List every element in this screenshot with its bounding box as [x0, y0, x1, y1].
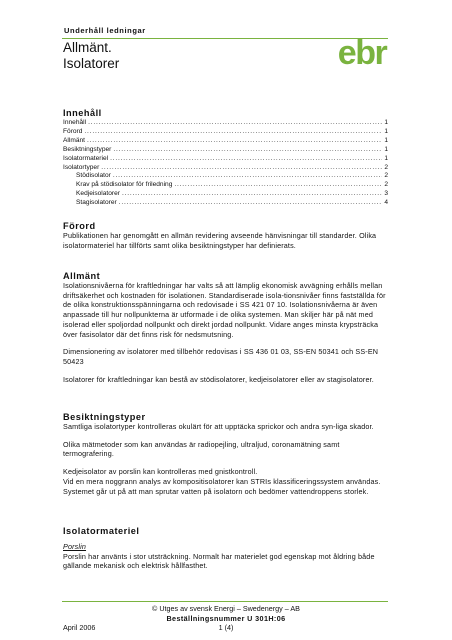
- toc-entry-page: 4: [384, 199, 388, 207]
- materiel-text: Porslin har använts i stor utsträckning. Normalt har materielet god egenskap mot åldring både gällande mekanisk och elektrisk hållfasthet.: [63, 551, 375, 571]
- toc-leader-dots: [174, 181, 382, 190]
- allmant-paragraph-2: Dimensionering av isolatorer med tillbehör redovisas i SS 436 01 03, SS-EN 50341 och SS-EN 50423: [63, 347, 379, 366]
- footer-page-number: 1 (4): [218, 623, 234, 632]
- toc-entry-page: 1: [384, 145, 388, 153]
- materiel-subheading: Porslin: [63, 542, 87, 551]
- toc-entry[interactable]: [63, 155, 388, 164]
- forord-heading: Förord: [63, 221, 96, 231]
- toc-entry-label: Stagisolatorer: [76, 199, 117, 207]
- toc-leader-dots: [110, 155, 382, 164]
- toc-entry-page: 1: [384, 119, 388, 126]
- section-besiktningstyper: [63, 412, 388, 496]
- besiktning-paragraph-4: Vid en mera noggrann analys av kompositisolatorer kan STRIs klassificeringssystem användas. Systemet går ut på att man sprutar vatten på isolatorn och bedömer vattendroppens storlek.: [63, 476, 381, 496]
- toc-entry-label: Innehåll: [63, 119, 87, 126]
- toc-entry[interactable]: [63, 172, 388, 181]
- toc-entry-label: Besiktningstyper: [63, 145, 112, 153]
- allmant-paragraph-1: Isolationsnivåerna för kraftledningar har valts så att lämplig ekonomisk avvägning erhålls mellan driftsäkerhet och kostnaden för isolationen. Standardiserade isola-tionsnivåer finns fastställda för de olika konstruktionsspänningarna och redovisade i SS 421 07 10. Isolationsnivåerna är även anpassade till hur nollpunkterna är utformade i de olika systemen. Man skiljer här på nät med isolerad eller spoljordad nollpunkt och direkt jordad nollpunkt. Vidare anges minsta krypsträcka över fasisolator där det finns risk för nedsmutsning.: [63, 281, 386, 339]
- footer-date: April 2006: [63, 623, 96, 632]
- allmant-paragraph-3: Isolatorer för kraftledningar kan bestå av stödisolatorer, kedjeisolatorer eller av stagisolatorer.: [63, 374, 374, 384]
- materiel-heading: Isolatormateriel: [63, 526, 140, 536]
- toc-entry-label: Kedjeisolatorer: [76, 190, 120, 198]
- toc-leader-dots: [84, 128, 382, 137]
- toc-leader-dots: [122, 190, 382, 199]
- toc-leader-dots: [113, 172, 383, 181]
- toc-entry-page: 1: [384, 136, 388, 144]
- toc-entry-label: Förord: [63, 127, 83, 135]
- toc-heading-block: [63, 108, 388, 118]
- toc-entry-label: Isolatortyper: [63, 163, 100, 171]
- besiktning-heading: Besiktningstyper: [63, 412, 146, 422]
- toc-entry[interactable]: [63, 164, 388, 173]
- toc-entry-page: 3: [384, 190, 388, 198]
- toc-entry[interactable]: [63, 199, 388, 208]
- toc-leader-dots: [101, 164, 382, 173]
- footer-rule: [62, 601, 388, 602]
- section-allmant: [63, 271, 388, 384]
- section-forord: [63, 221, 388, 250]
- ebr-logo: [332, 30, 392, 76]
- forord-text: Publikationen har genomgått en allmän revidering avseende hänvisningar till standarder. Olika isolatormateriel har tillförts samt olika besiktningstyper har definierats.: [63, 231, 377, 250]
- title-line-1: Allmänt.: [63, 40, 112, 55]
- toc-entry[interactable]: [63, 128, 388, 137]
- document-title: [63, 40, 119, 72]
- besiktning-paragraph-1: Samtliga isolatortyper kontrolleras okulärt för att upptäcka sprickor och andra syn-liga skador.: [63, 422, 374, 431]
- toc-entry-label: Stödisolator: [76, 172, 111, 180]
- toc-entry-page: 2: [384, 172, 388, 180]
- toc-entry-page: 1: [384, 127, 388, 135]
- toc-leader-dots: [113, 146, 382, 155]
- toc-leader-dots: [87, 137, 382, 146]
- besiktning-paragraph-2: Olika mätmetoder som kan användas är radiopejling, ultraljud, coronamätning samt termografering.: [63, 439, 340, 459]
- toc-heading: Innehåll: [63, 108, 102, 118]
- toc-entry[interactable]: [63, 181, 388, 190]
- toc-entry[interactable]: [63, 119, 388, 128]
- toc-entry-label: Isolatormateriel: [63, 154, 109, 162]
- toc-entry[interactable]: [63, 137, 388, 146]
- ebr-logo-graphic: [332, 30, 392, 76]
- section-isolatormateriel: [63, 526, 388, 571]
- footer-publisher: © Utges av svensk Energi – Swedenergy – AB: [152, 604, 300, 613]
- series-label: Underhåll ledningar: [64, 26, 146, 35]
- toc-entry-page: 2: [384, 181, 388, 189]
- toc-entry-label: Allmänt: [63, 136, 85, 144]
- allmant-heading: Allmänt: [63, 271, 101, 281]
- title-line-2: Isolatorer: [63, 56, 120, 71]
- besiktning-paragraph-3: Kedjeisolator av porslin kan kontrolleras med gnistkontroll.: [63, 467, 258, 477]
- toc-entry-page: 1: [384, 154, 388, 162]
- logo-text: ebr: [337, 34, 387, 72]
- toc-entry-label: Krav på stödisolator för friledning: [76, 181, 173, 189]
- toc-entry[interactable]: [63, 146, 388, 155]
- table-of-contents: [63, 119, 388, 208]
- toc-entry-page: 2: [384, 163, 388, 171]
- toc-entry[interactable]: [63, 190, 388, 199]
- toc-leader-dots: [88, 119, 382, 128]
- footer-order-number: Beställningsnummer U 301H:06: [166, 614, 286, 623]
- toc-leader-dots: [119, 199, 383, 208]
